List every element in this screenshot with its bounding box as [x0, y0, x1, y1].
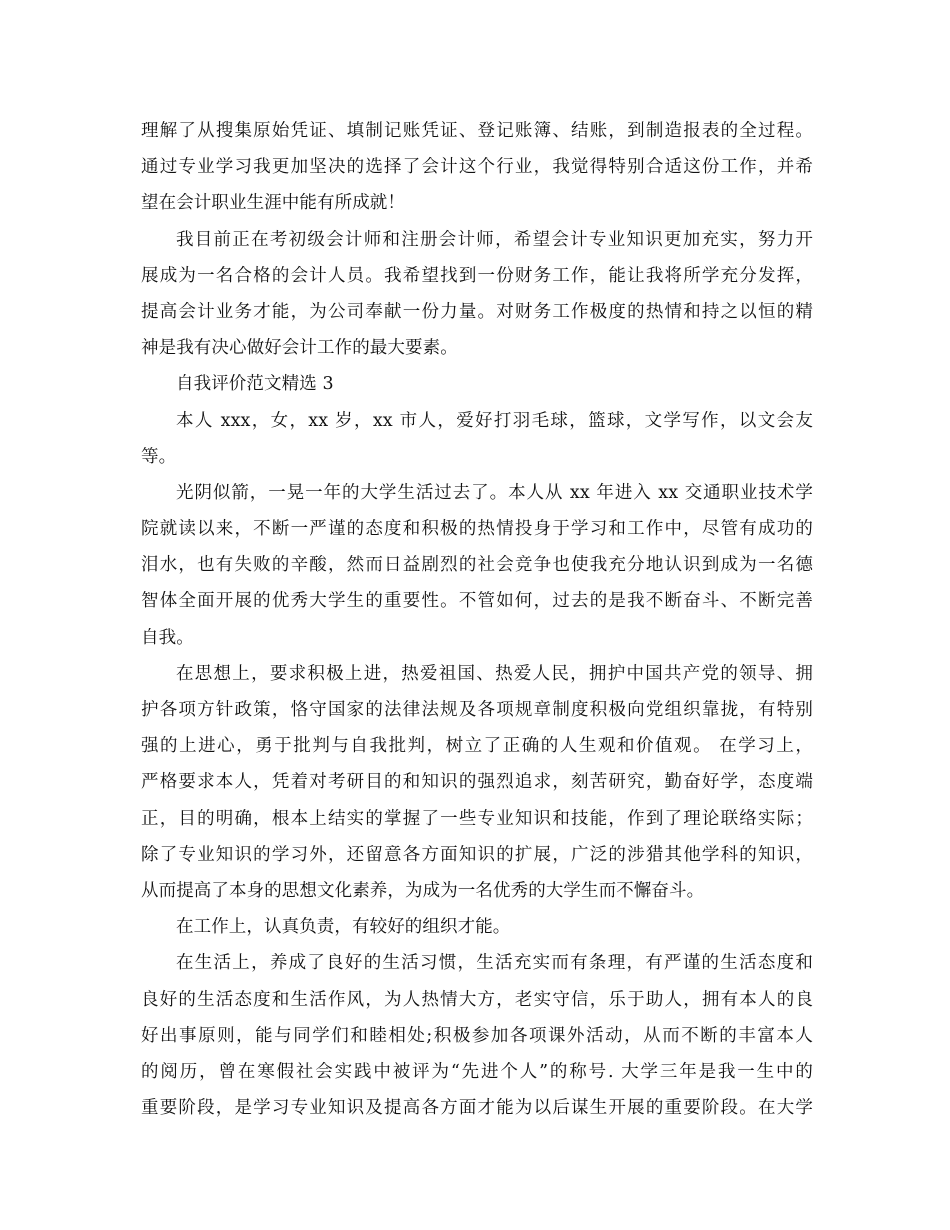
- text-line: 护各项方针政策，恪守国家的法律法规及各项规章制度积极向党组织靠拢，有特别: [141, 700, 813, 720]
- section-heading: 自我评价范文精选 3: [176, 374, 334, 395]
- text-line: 通过专业学习我更加坚决的选择了会计这个行业，我觉得特别合适这份工作，并希: [141, 157, 813, 178]
- paragraph-first-line: 光阴似箭，一晃一年的大学生活过去了。本人从 xx 年进入 xx 交通职业技术学: [176, 482, 813, 503]
- text-line: 等。: [141, 446, 177, 467]
- text-line: 展成为一名合格的会计人员。我希望找到一份财务工作，能让我将所学充分发挥，: [141, 265, 813, 286]
- paragraph-first-line: 在生活上，养成了良好的生活习惯，生活充实而有条理，有严谨的生活态度和: [176, 953, 813, 974]
- text-line: 神是我有决心做好会计工作的最大要素。: [141, 338, 458, 359]
- text-line: 智体全面开展的优秀大学生的重要性。不管如何，过去的是我不断奋斗、不断完善: [141, 591, 813, 612]
- paragraph-first-line: 本人 xxx，女，xx 岁，xx 市人，爱好打羽毛球，篮球，文学写作，以文会友: [176, 410, 813, 431]
- document-body: [141, 113, 813, 1126]
- text-line: 的阅历，曾在寒假社会实践中被评为“先进个人”的称号. 大学三年是我一生中的: [141, 1061, 813, 1082]
- text-line: 正，目的明确，根本上结实的掌握了一些专业知识和技能，作到了理论联络实际；: [141, 808, 813, 829]
- text-line: 从而提高了本身的思想文化素养，为成为一名优秀的大学生而不懈奋斗。: [141, 880, 705, 901]
- text-line: 除了专业知识的学习外，还留意各方面知识的扩展，广泛的涉猎其他学科的知识，: [141, 844, 813, 865]
- text-line: 严格要求本人，凭着对考研目的和知识的强烈追求，刻苦研究，勤奋好学，态度端: [141, 772, 813, 793]
- text-line: 院就读以来，不断一严谨的态度和积极的热情投身于学习和工作中，尽管有成功的: [141, 519, 813, 540]
- paragraph-first-line: 在工作上，认真负责，有较好的组织才能。: [176, 917, 511, 938]
- text-line: 良好的生活态度和生活作风，为人热情大方，老实守信，乐于助人，拥有本人的良: [141, 989, 813, 1010]
- text-line: 提高会计业务才能，为公司奉献一份力量。对财务工作极度的热情和持之以恒的精: [141, 301, 813, 322]
- text-line: 理解了从搜集原始凭证、填制记账凭证、登记账簿、结账，到制造报表的全过程。: [141, 121, 813, 141]
- text-line: 强的上进心，勇于批判与自我批判，树立了正确的人生观和价值观。 在学习上，: [141, 736, 813, 757]
- text-line: 泪水，也有失败的辛酸，然而日益剧烈的社会竞争也使我充分地认识到成为一名德: [141, 555, 813, 576]
- paragraph-first-line: 在思想上，要求积极上进，热爱祖国、热爱人民，拥护中国共产党的领导、拥: [176, 663, 813, 684]
- text-line: 重要阶段，是学习专业知识及提高各方面才能为以后谋生开展的重要阶段。在大学: [141, 1098, 813, 1119]
- text-line: 望在会计职业生涯中能有所成就！: [141, 193, 405, 214]
- paragraph-first-line: 我目前正在考初级会计师和注册会计师，希望会计专业知识更加充实，努力开: [176, 229, 813, 250]
- text-line: 好出事原则，能与同学们和睦相处;积极参加各项课外活动，从而不断的丰富本人: [141, 1025, 813, 1046]
- text-line: 自我。: [141, 627, 194, 648]
